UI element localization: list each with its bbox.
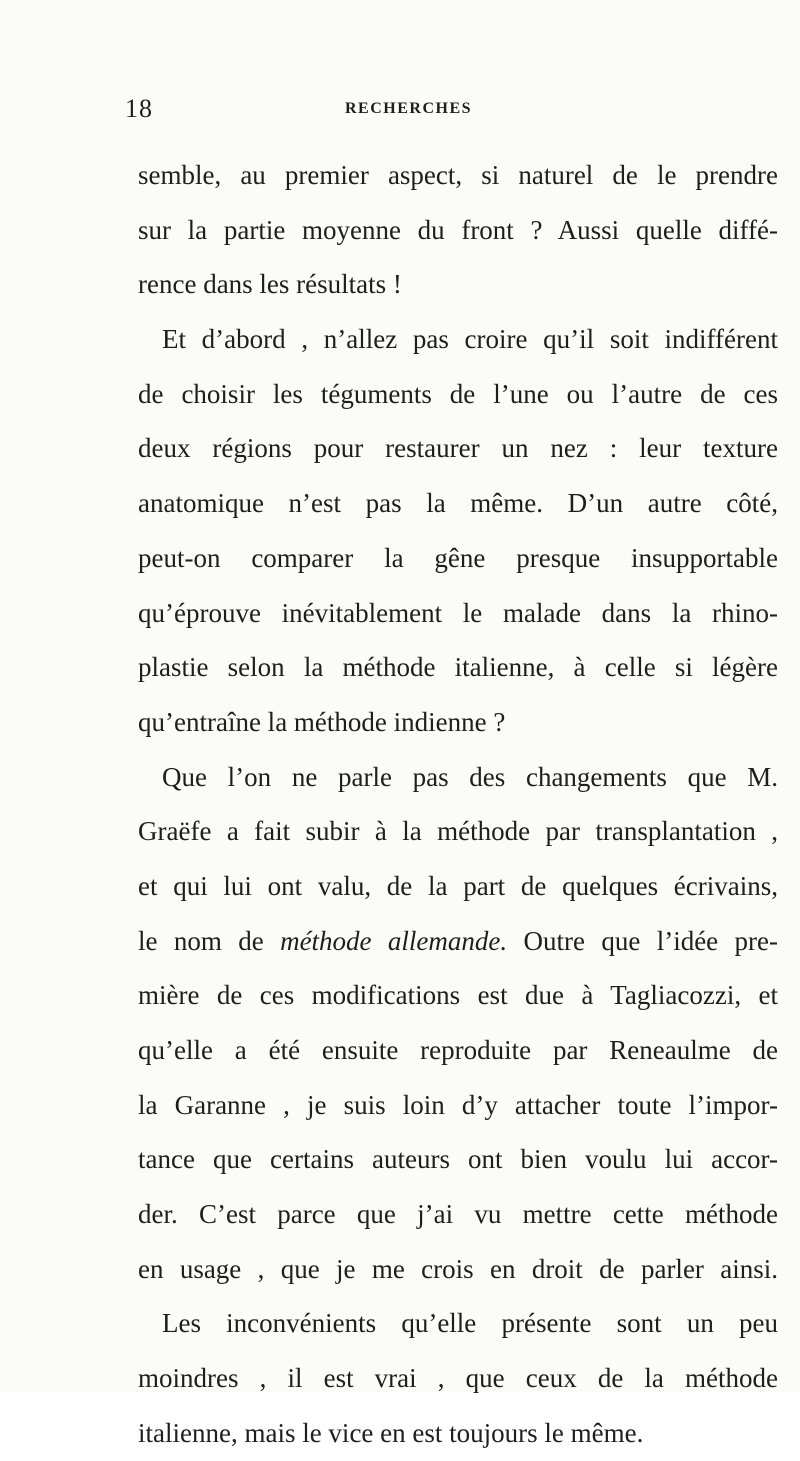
text-line: et qui lui ont valu, de la part de quelques écrivains, — [138, 870, 778, 901]
text-segment: le nom de — [138, 925, 281, 956]
text-segment: Outre que l’idée pre- — [507, 925, 778, 956]
text-line: italienne, mais le vice en est toujours le même. — [138, 1417, 644, 1448]
text-line: semble, au premier aspect, si naturel de le prendre — [138, 160, 778, 190]
text-line: qu’elle a été ensuite reproduite par Reneaulme de — [138, 1035, 778, 1065]
text-line: Et d’abord , n’allez pas croire qu’il soit indifférent — [162, 324, 778, 355]
text-line: qu’éprouve inévitablement le malade dans la rhino- — [138, 597, 778, 628]
text-line: Graëfe a fait subir à la méthode par transplantation , — [138, 816, 778, 847]
text-line: la Garanne , je suis loin d’y attacher toute l’impor- — [138, 1089, 778, 1120]
text-line: peut-on comparer la gêne presque insupportable — [138, 542, 778, 573]
text-line — [138, 914, 778, 969]
text-line: Les inconvénients qu’elle présente sont un peu — [162, 1308, 778, 1339]
text-line: qu’entraîne la méthode indienne ? — [138, 706, 506, 737]
text-line: rence dans les résultats ! — [138, 269, 402, 300]
text-line: deux régions pour restaurer un nez : leur texture — [138, 433, 778, 464]
text-line: en usage , que je me crois en droit de parler ainsi. — [138, 1253, 778, 1284]
text-line: Que l’on ne parle pas des changements que M. — [162, 761, 778, 792]
text-line: plastie selon la méthode italienne, à celle si légère — [138, 652, 778, 683]
page-header — [125, 94, 785, 126]
text-line: anatomique n’est pas la même. D’un autre côté, — [138, 488, 778, 519]
running-title: RECHERCHES — [345, 100, 473, 117]
text-line: sur la partie moyenne du front ? Aussi quelle diffé- — [138, 214, 778, 245]
text-line: de choisir les téguments de l’une ou l’autre de ces — [138, 378, 778, 409]
body-text — [138, 148, 778, 1461]
text-line: der. C’est parce que j’ai vu mettre cette méthode — [138, 1199, 778, 1230]
text-line: moindres , il est vrai , que ceux de la méthode — [138, 1363, 778, 1394]
text-line: mière de ces modifications est due à Tagliacozzi, et — [138, 980, 778, 1011]
page-number: 18 — [125, 94, 153, 123]
italic-term: méthode allemande. — [280, 925, 508, 956]
text-line: tance que certains auteurs ont bien voulu lui accor- — [138, 1144, 778, 1175]
